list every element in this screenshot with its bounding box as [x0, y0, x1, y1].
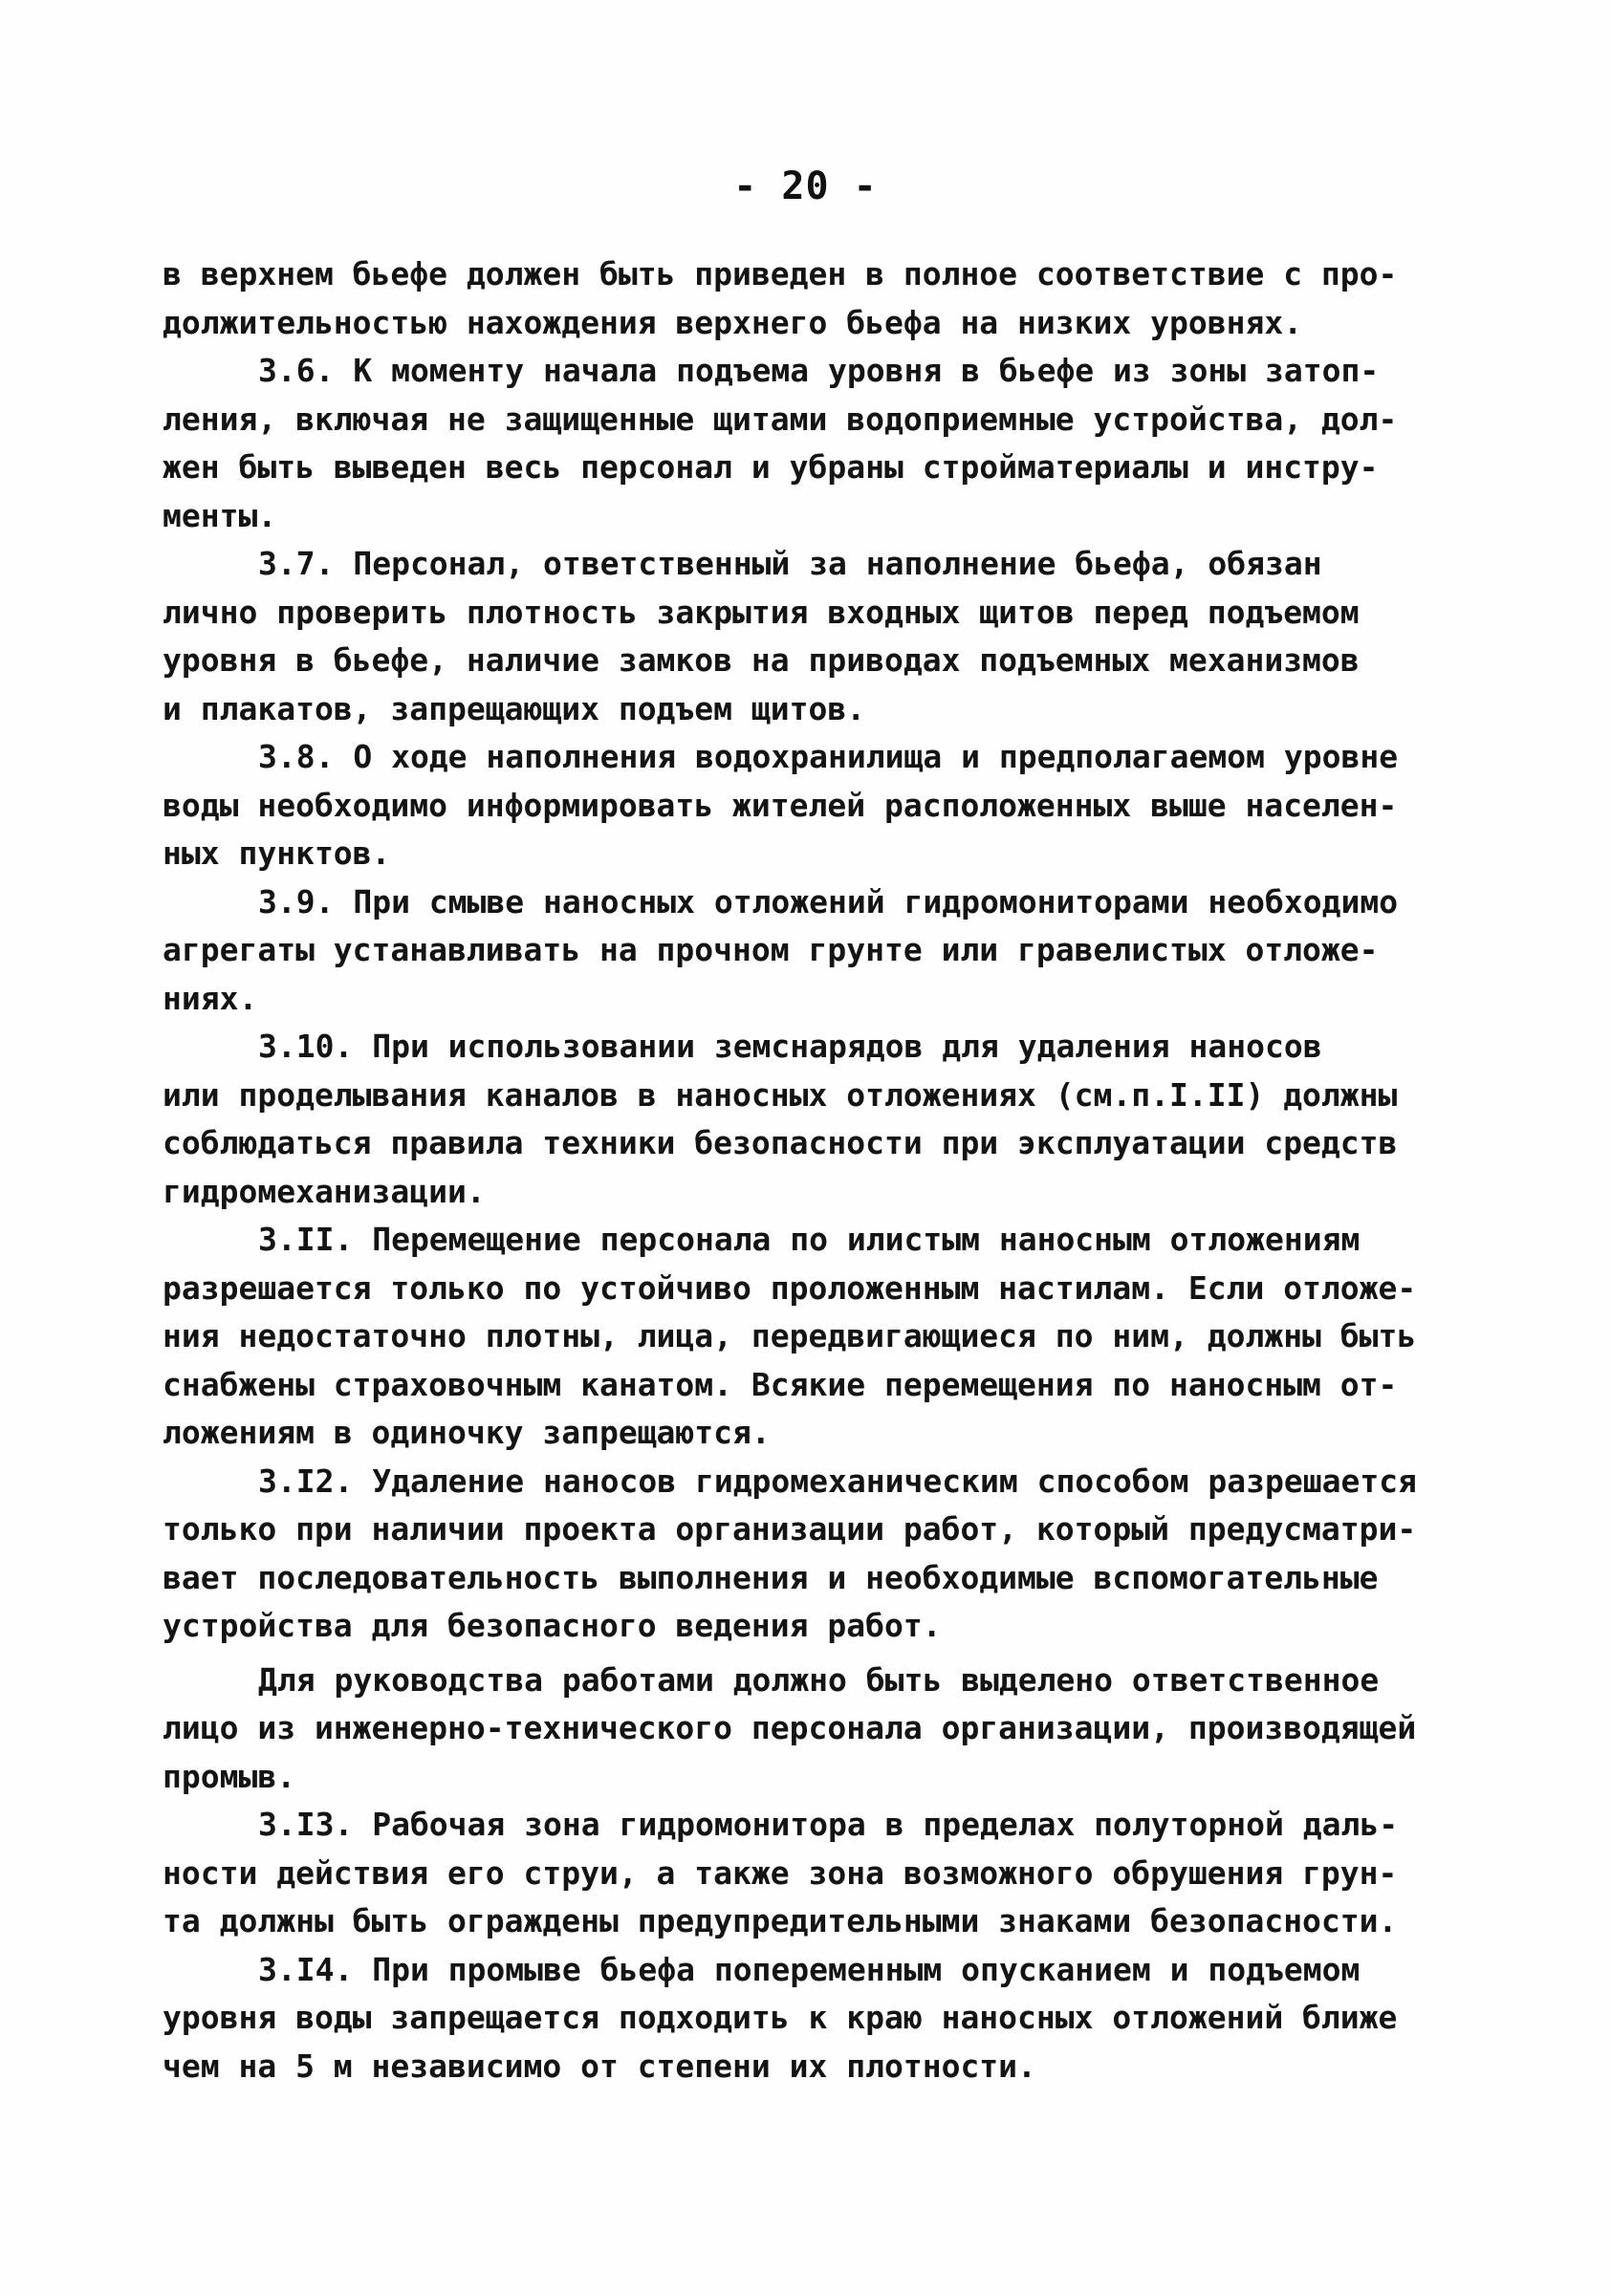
paragraph-start: 3.7. Персонал, ответственный за наполнение бьефа, обязан: [258, 545, 1322, 582]
text-line: вает последовательность выполнения и необходимые вспомогательные: [163, 1558, 1379, 1596]
text-line: уровня в бьефе, наличие замков на приводах подъемных механизмов: [163, 641, 1360, 679]
paragraph-start: 3.I2. Удаление наносов гидромеханическим способом разрешается: [258, 1462, 1417, 1500]
paragraph-start: 3.9. При смыве наносных отложений гидромониторами необходимо: [258, 882, 1399, 921]
text-line: только при наличии проекта организации работ, который предусматри-: [163, 1510, 1417, 1548]
text-line: должительностью нахождения верхнего бьефа на низких уровнях.: [163, 303, 1303, 341]
text-line: разрешается только по устойчиво проложенным настилам. Если отложе-: [163, 1268, 1417, 1307]
page-number: - 20 -: [733, 164, 878, 208]
paragraph-start: 3.6. К моменту начала подъема уровня в бьефе из зоны затоп-: [258, 352, 1380, 389]
text-line: и плакатов, запрещающих подъем щитов.: [163, 689, 866, 727]
text-line: устройства для безопасного ведения работ.: [163, 1607, 942, 1644]
text-line: жен быть выведен весь персонал и убраны стройматериалы и инстру-: [163, 448, 1379, 486]
text-line: ложениям в одиночку запрещаются.: [163, 1414, 771, 1451]
text-line: гидромеханизации.: [163, 1172, 486, 1210]
text-line: промыв.: [163, 1757, 296, 1795]
text-line: ния недостаточно плотны, лица, передвигающиеся по ним, должны быть: [163, 1317, 1417, 1354]
paragraph-start: 3.8. О ходе наполнения водохранилища и предполагаемом уровне: [258, 738, 1399, 775]
paragraph-start: 3.I3. Рабочая зона гидромонитора в пределах полуторной даль-: [258, 1806, 1399, 1843]
paragraph-start: 3.I4. При промыве бьефа попеременным опусканием и подъемом: [258, 1950, 1361, 1988]
paragraph-start: 3.II. Перемещение персонала по илистым наносным отложениям: [258, 1221, 1361, 1258]
text-line: воды необходимо информировать жителей расположенных выше населен-: [163, 786, 1398, 824]
text-line: агрегаты устанавливать на прочном грунте или гравелистых отложе-: [163, 931, 1379, 968]
paragraph-start: 3.10. При использовании земснарядов для удаления наносов: [258, 1028, 1322, 1065]
text-line: в верхнем бьефе должен быть приведен в полное соответствие с про-: [163, 255, 1398, 292]
text-line: или проделывания каналов в наносных отложениях (см.п.I.II) должны: [163, 1075, 1398, 1114]
text-line: уровня воды запрещается подходить к краю наносных отложений ближе: [163, 1999, 1398, 2036]
text-line: соблюдаться правила техники безопасности при эксплуатации средств: [163, 1124, 1398, 1161]
text-line: ниях.: [163, 979, 258, 1017]
text-line: та должны быть ограждены предупредительными знаками безопасности.: [163, 1902, 1398, 1939]
text-line: ности действия его струи, а также зона возможного обрушения грун-: [163, 1853, 1398, 1892]
text-line: лицо из инженерно-технического персонала организации, производящей: [163, 1709, 1417, 1746]
body-text: [163, 250, 1472, 2090]
text-line: менты.: [163, 496, 277, 534]
text-line: лично проверить плотность закрытия входных щитов перед подъемом: [163, 593, 1360, 631]
text-line: чем на 5 м независимо от степени их плотности.: [163, 2047, 1036, 2085]
text-line: ных пунктов.: [163, 834, 391, 872]
text-line: ления, включая не защищенные щитами водоприемные устройства, дол-: [163, 400, 1398, 438]
text-line: снабжены страховочным канатом. Всякие перемещения по наносным от-: [163, 1365, 1398, 1403]
paragraph-start: Для руководства работами должно быть выделено ответственное: [258, 1660, 1380, 1699]
